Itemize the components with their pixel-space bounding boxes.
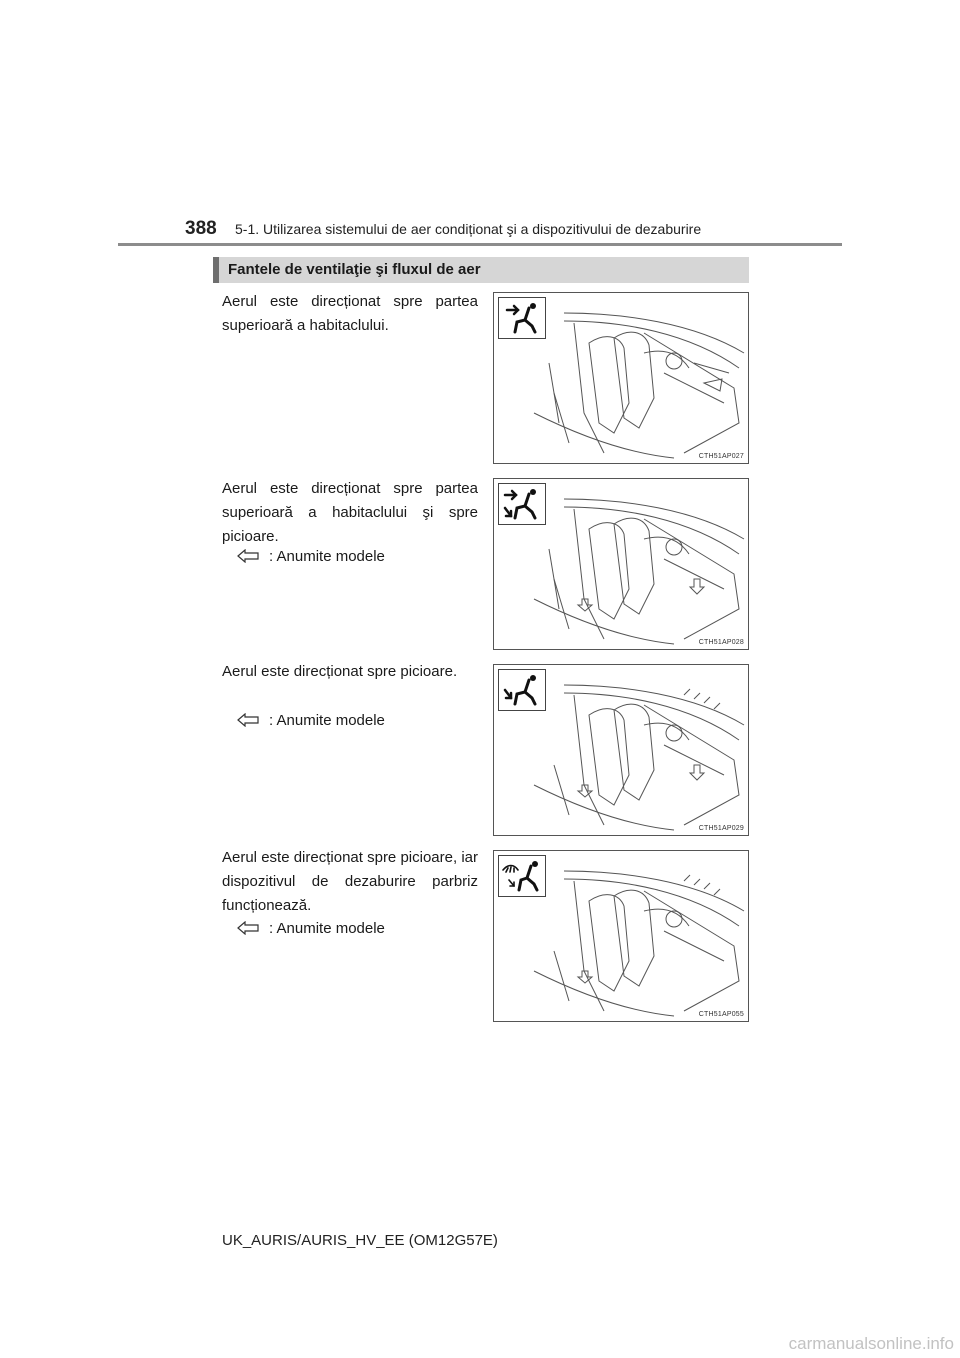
figure-code: CTH51AP028: [698, 639, 744, 646]
face-vent-icon: [499, 298, 545, 338]
models-note: [237, 918, 385, 938]
figure-code: CTH51AP027: [698, 453, 744, 460]
airflow-illustration: [493, 292, 749, 464]
mode-box: [498, 483, 546, 525]
arrow-icon: [237, 713, 259, 727]
airflow-illustration: [493, 850, 749, 1022]
chapter-title: 5-1. Utilizarea sistemului de aer condiționat şi a dispozitivului de dezaburire: [235, 221, 702, 237]
foot-defrost-vent-icon: [499, 856, 545, 896]
entry-description: Aerul este direcționat spre picioare.: [222, 663, 458, 680]
foot-vent-icon: [499, 670, 545, 710]
airflow-illustration: [493, 478, 749, 650]
airflow-illustration: [493, 664, 749, 836]
models-note: [237, 546, 385, 566]
mode-box: [498, 669, 546, 711]
page-number: 388: [185, 218, 217, 239]
arrow-icon: [237, 921, 259, 935]
note-text: : Anumite modele: [269, 711, 385, 729]
watermark: carmanualsonline.info: [788, 1334, 954, 1353]
header-divider: [118, 243, 842, 246]
figure-code: CTH51AP055: [698, 1011, 744, 1018]
note-text: : Anumite modele: [269, 547, 385, 565]
arrow-icon: [237, 549, 259, 563]
models-note: [237, 710, 385, 730]
figure-code: CTH51AP029: [698, 825, 744, 832]
bi-level-vent-icon: [499, 484, 545, 524]
note-text: : Anumite modele: [269, 919, 385, 937]
section-heading: Fantele de ventilaţie şi fluxul de aer: [213, 257, 749, 283]
entry-description: Aerul este direcționat spre picioare, iar dispozitivul de dezaburire parbriz funcționează.: [222, 849, 478, 914]
mode-box: [498, 855, 546, 897]
mode-box: [498, 297, 546, 339]
footer-model-code: UK_AURIS/AURIS_HV_EE (OM12G57E): [222, 1232, 498, 1249]
entry-description: Aerul este direcționat spre partea superioară a habitaclului.: [222, 293, 478, 334]
entry-description: Aerul este direcționat spre partea superioară a habitaclului şi spre picioare.: [222, 480, 478, 545]
